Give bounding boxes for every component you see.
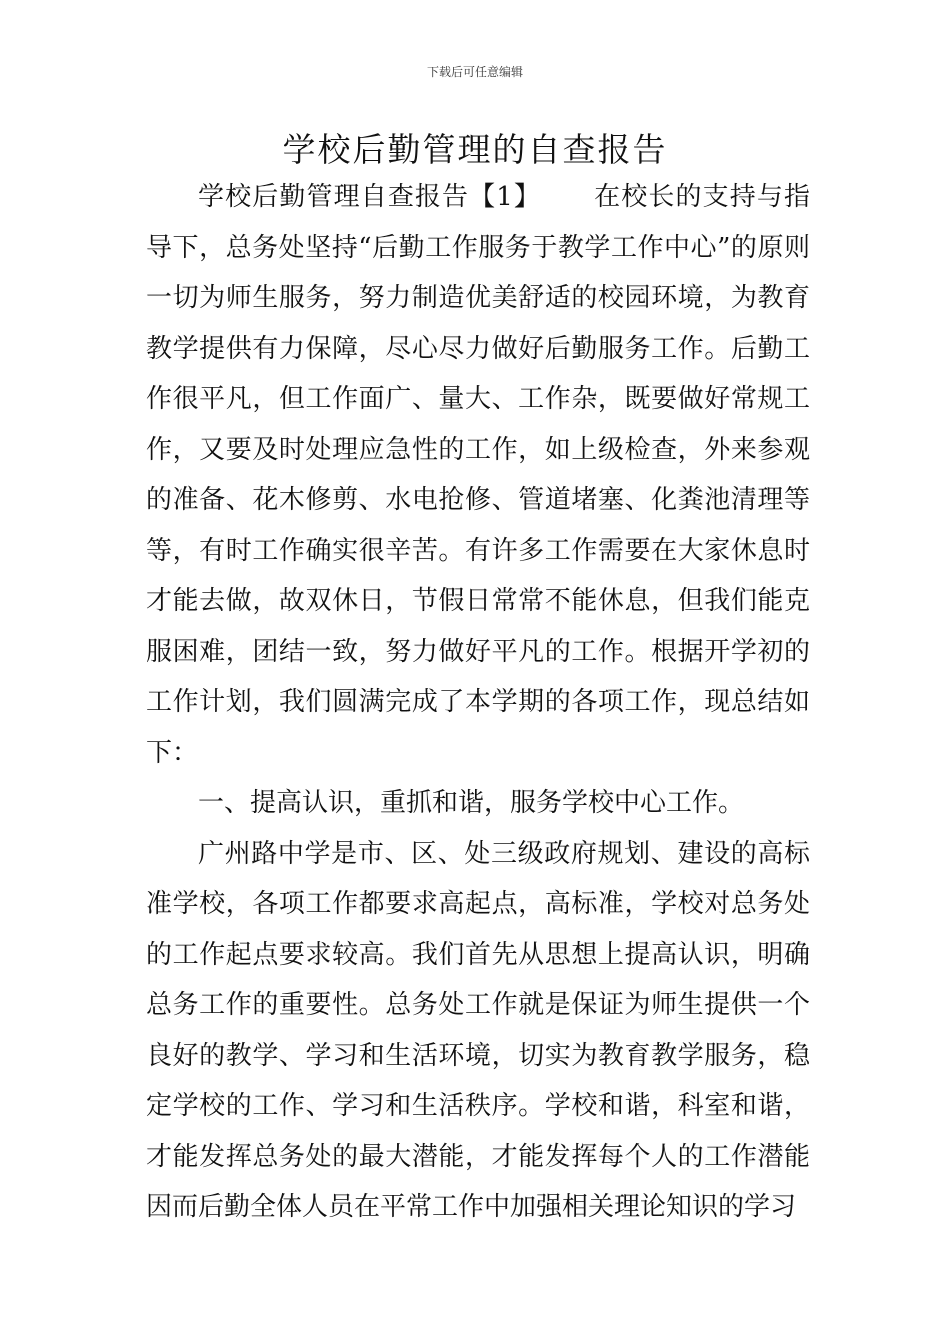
- header-note: 下载后可任意编辑: [426, 65, 523, 79]
- intro-text: 在校长的支持与指导下，总务处坚持“后勤工作服务于教学工作中心”的原则一切为师生服务，努力制造优美舒适的校园环境，为教育教学提供有力保障，尽心尽力做好后勤服务工作。后勤工作很平凡，但工作面广、量大、工作杂，既要做好常规工作，又要及时处理应急性的工作，如上级检查，外来参观的准备、花木修剪、水电抢修、管道堵塞、化粪池清理等等，有时工作确实很辛苦。有许多工作需要在大家休息时才能去做，故双休日，节假日常常不能休息，但我们能克服困难，团结一致，努力做好平凡的工作。根据开学初的工作计划，我们圆满完成了本学期的各项工作，现总结如下：: [146, 182, 810, 768]
- document-title: 学校后勤管理的自查报告: [282, 130, 668, 169]
- paragraph-intro: [146, 172, 810, 778]
- section-heading-1: 一、提高认识，重抓和谐，服务学校中心工作。: [198, 788, 745, 818]
- report-heading-inline: 学校后勤管理自查报告【1】: [198, 182, 542, 212]
- document-body: [146, 172, 810, 1233]
- paragraph-section-1: 广州路中学是市、区、处三级政府规划、建设的高标准学校，各项工作都要求高起点，高标准，学校对总务处的工作起点要求较高。我们首先从思想上提高认识，明确总务工作的重要性。总务处工作就是保证为师生提供一个良好的教学、学习和生活环境，切实为教育教学服务，稳定学校的工作、学习和生活秩序。学校和谐，科室和谐，才能发挥总务处的最大潜能，才能发挥每个人的工作潜能因而后勤全体人员在平常工作中加强相关理论知识的学习: [146, 838, 810, 1222]
